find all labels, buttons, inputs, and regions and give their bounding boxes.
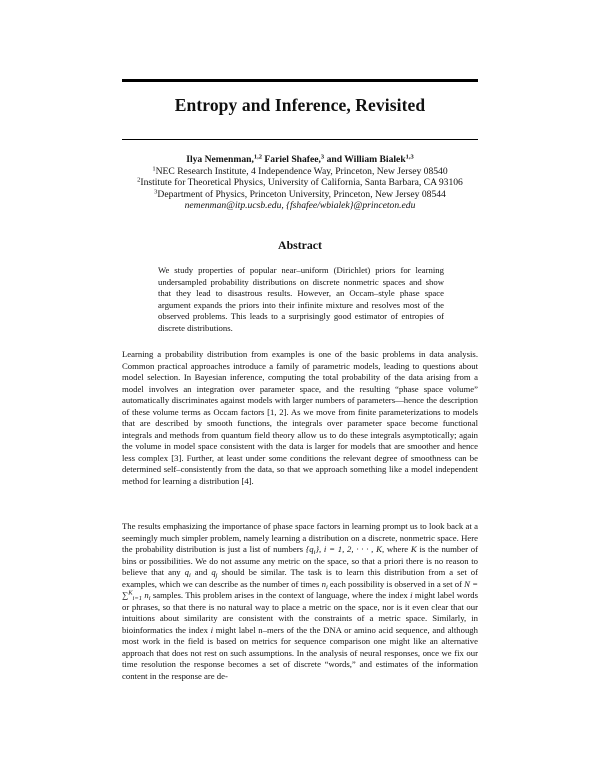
math-q-set: $\{q_i\}$ <box>305 544 319 556</box>
math-qi: $q_i$ <box>184 567 191 579</box>
abstract-heading: Abstract <box>278 238 322 252</box>
author-1-affil: 1,2 <box>253 153 263 161</box>
math-qj: $q_j$ <box>211 567 218 579</box>
author-3-affil: 1,3 <box>405 153 414 161</box>
author-emails: nemenman@itp.ucsb.edu, {fshafee/wbialek}@princeton.edu <box>184 200 416 212</box>
body-paragraph-1: Learning a probability distribution from examples is one of the basic problems in data analysis. Common practical approaches introduce a family of parametric models, leading to questions about model selection. In Bayesian inference, computing the total probability of the data arising from a model involves an integration over parameter space, and the resulting “phase space volume” automatically discriminates against models with larger numbers of parameters—hence the description of these volume terms as Occam factors [1, 2]. As we move from finite parameterizations to models that are described by smooth functions, the integrals over parameter space become functional integrals and methods from quantum field theory allow us to do these integrals asymptotically; again the volume in model space consistent with the data is larger for models that are smoother and hence less complex [3]. Further, at least under some conditions the relevant degree of smoothness can be determined self–consistently from the data, so that we approach something like a model independent method for learning a distribution [4]. <box>122 349 478 486</box>
body-paragraph-2: The results emphasizing the importance of phase space factors in learning prompt us to look back at a seemingly much simpler problem, namely learning a distribution on a discrete, nonmetric space. Here the probability distribution is just a list of numbers $\{q_i\}$, i = 1, 2, · · · , K, where K is the number of bins or possibilities. We do not assume any metric on the space, so that a priori there is no reason to believe that any $q_i$ and $q_j$ should be similar. The task is to learn this distribution from a set of examples, which we can describe as the number of times $n_i$ each possibility is observed in a set of N = ∑$^K_{i=1}$ $n_i$ samples. This problem arises in the context of language, where the index i might label words or phrases, so that there is no natural way to place a metric on the space, nor is it even clear that our intuitions about similarity are consistent with the constraints of a metric space. Similarly, in bioinformatics the index i might label n–mers of the the DNA or amino acid sequence, and although most work in the field is based on metrics for sequence comparison one might like an alternative approach that does not rest on such assumptions. In the analysis of neural responses, once we fix our time resolution the response becomes a set of discrete “words,” and estimates of the information content in the response are de- <box>122 521 479 681</box>
math-k: K <box>410 544 417 554</box>
title-top-rule <box>122 79 478 82</box>
affiliation-3: $^3$Department of Physics, Princeton University, Princeton, New Jersey 08544 <box>154 188 446 200</box>
affiliation-2: $^2$Institute for Theoretical Physics, University of California, Santa Barbara, CA 93106 <box>137 176 463 189</box>
math-i: i <box>410 590 413 600</box>
math-ni: $n_i$ <box>321 578 328 591</box>
author-3: and William Bialek <box>324 154 406 165</box>
math-n-sum: N = ∑$^K_{i=1}$ $n_i$ <box>122 578 478 602</box>
author-2: Fariel Shafee, <box>262 154 321 165</box>
author-1: Ilya Nemenman, <box>186 154 254 165</box>
abstract-text: We study properties of popular near–uniform (Dirichlet) priors for learning undersampled probability distributions on discrete nonmetric spaces and show that they lead to disastrous results. However, an Occam–style phase space argument expands the priors into their infinite mixture and resolves most of the observed problems. This leads to a surprisingly good estimator of entropies of discrete distributions. <box>158 265 444 333</box>
affiliation-1: $^1$NEC Research Institute, 4 Independence Way, Princeton, New Jersey 08540 <box>152 165 448 177</box>
author-block <box>0 154 600 212</box>
author-2-affil: 3 <box>320 153 325 161</box>
paper-title: Entropy and Inference, Revisited <box>174 95 426 115</box>
title-bottom-rule <box>122 139 478 140</box>
author-names <box>186 154 414 165</box>
math-i-2: i <box>210 624 214 635</box>
math-index-range: i = 1, 2, · · · , K <box>323 544 382 554</box>
